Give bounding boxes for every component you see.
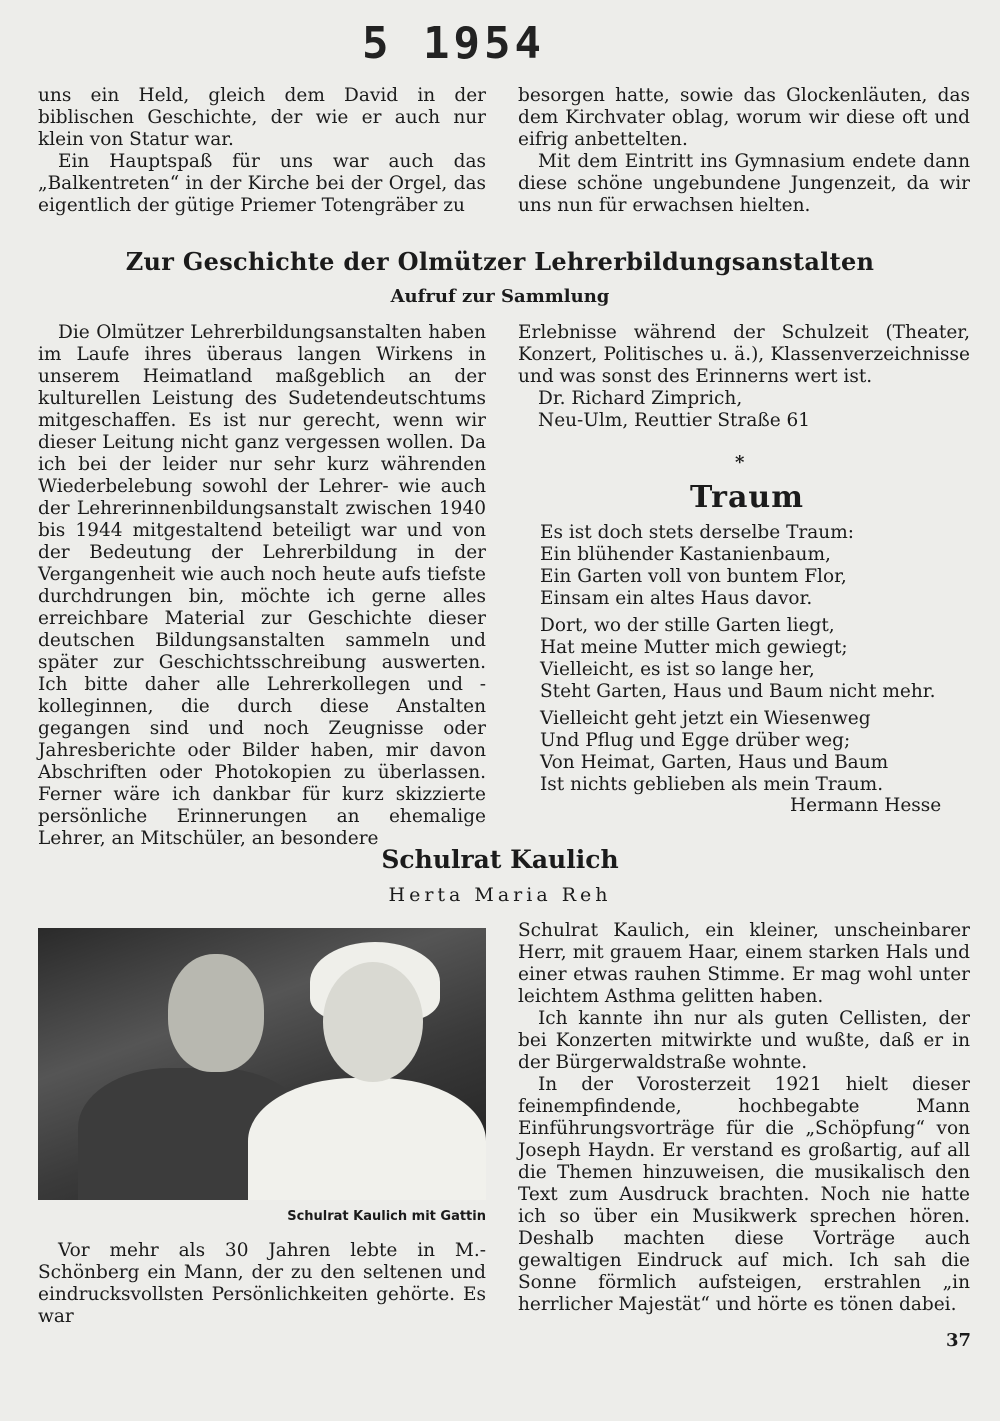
paragraph: Schulrat Kaulich, ein kleiner, unscheinbarer Herr, mit grauem Haar, einem starken Hals und einer etwas rauhen Stimme. Er mag wohl unter leichtem Asthma gelitten haben. <box>518 920 970 1007</box>
paragraph: In der Vorosterzeit 1921 hielt dieser feinempfindende, hochbegabte Mann Einführungsvorträge für die „Schöpfung“ von Joseph Haydn. Er verstand es großartig, auf all die Themen hinzuweisen, die musikalisch den Text zum Ausdruck brachten. Noch nie hatte ich so über ein Musikwerk sprechen hören. Deshalb machten diese Vorträge auch gewaltigen Eindruck auf mich. Ich sah die Sonne förmlich aufsteigen, erstrahlen „in herrlicher Majestät“ und hörte es tönen dabei. <box>518 1074 970 1315</box>
page-number: 37 <box>946 1330 972 1351</box>
article-title: Zur Geschichte der Olmützer Lehrerbildungsanstalten <box>125 247 875 276</box>
poem-author: Hermann Hesse <box>790 795 942 816</box>
paragraph: Ein Hauptspaß für uns war auch das „Balkentreten“ in der Kirche bei der Orgel, das eigentlich der gütige Priemer Totengräber zu <box>38 151 486 216</box>
article1-left-column <box>38 322 486 850</box>
paragraph: besorgen hatte, sowie das Glockenläuten, das dem Kirchvater oblag, worum wir diese oft und eifrig anbettelten. <box>518 85 970 150</box>
poem-line: Es ist doch stets derselbe Traum: <box>540 522 854 543</box>
poem-line: Ein Garten voll von buntem Flor, <box>540 566 847 587</box>
paragraph: Erlebnisse während der Schulzeit (Theater, Konzert, Politisches u. ä.), Klassenverzeichnisse und was sonst des Erinnerns wert ist. <box>518 322 970 387</box>
article-title: Schulrat Kaulich <box>381 845 619 874</box>
poem-line: Ein blühender Kastanienbaum, <box>540 544 831 565</box>
signature-address: Neu-Ulm, Reuttier Straße 61 <box>538 410 811 431</box>
poem-line: Ist nichts geblieben als mein Traum. <box>540 774 884 795</box>
poem-line: Dort, wo der stille Garten liegt, <box>540 615 835 636</box>
poem-stanza <box>540 615 980 703</box>
poem-line: Von Heimat, Garten, Haus und Baum <box>540 752 889 773</box>
photo-caption: Schulrat Kaulich mit Gattin <box>287 1209 486 1224</box>
poem-line: Einsam ein altes Haus davor. <box>540 588 813 609</box>
paragraph: Vor mehr als 30 Jahren lebte in M.-Schönberg ein Mann, der zu den seltenen und eindrucksvollsten Persönlichkeiten gehörte. Es war <box>38 1240 486 1327</box>
portrait-photo <box>38 928 486 1200</box>
poem <box>540 522 980 801</box>
paragraph: Die Olmützer Lehrerbildungsanstalten haben im Laufe ihres überaus langen Wirkens in unserem Heimatland maßgeblich an der kulturellen Leistung des Sudetendeutschtums mitgeschaffen. Es ist nur gerecht, wenn wir dieser Leitung nicht ganz vergessen wollen. Da ich bei der leider nur sehr kurz währenden Wiederbelebung sowohl der Lehrer- wie auch der Lehrerinnenbildungsanstalt zwischen 1940 bis 1944 mitgestaltend beteiligt war und von der Bedeutung der Lehrerbildung in der Vergangenheit wie auch noch heute aufs tiefste durchdrungen bin, möchte ich gerne alles erreichbare Material zur Geschichte dieser deutschen Bildungsanstalten sammeln und später zur Geschichtsschreibung auswerten. Ich bitte daher alle Lehrerkollegen und -kolleginnen, die durch diese Anstalten gegangen sind und noch Zeugnisse oder Jahresberichte oder Bilder haben, mir davon Abschriften oder Photokopien zu überlassen. Ferner wäre ich dankbar für kurz skizzierte persönliche Erinnerungen an ehemalige Lehrer, an Mitschüler, an besondere <box>38 322 486 849</box>
poem-stanza <box>540 708 980 796</box>
poem-stanza <box>540 522 980 610</box>
poem-line: Vielleicht geht jetzt ein Wiesenweg <box>540 708 871 729</box>
paragraph: Mit dem Eintritt ins Gymnasium endete dann diese schöne ungebundene Jungenzeit, da wir uns nun für erwachsen hielten. <box>518 151 970 216</box>
paragraph: uns ein Held, gleich dem David in der biblischen Geschichte, der wie er auch nur klein von Statur war. <box>38 85 486 150</box>
poem-line: Hat meine Mutter mich gewiegt; <box>540 637 848 658</box>
article2-right-column <box>518 920 970 1316</box>
article1-right-column <box>518 322 970 432</box>
article2-left-column <box>38 1240 486 1328</box>
paragraph: Ich kannte ihn nur als guten Cellisten, der bei Konzerten mitwirkte und wußte, daß er in der Bürgerwaldstraße wohnte. <box>518 1008 970 1073</box>
poem-line: Und Pflug und Egge drüber weg; <box>540 730 851 751</box>
separator-star: * <box>735 452 745 473</box>
poem-line: Vielleicht, es ist so lange her, <box>540 659 815 680</box>
header-stamp: 5 1954 <box>362 18 545 69</box>
poem-title: Traum <box>690 480 804 515</box>
top-left-column <box>38 85 486 217</box>
article-byline: Herta Maria Reh <box>388 884 612 906</box>
signature-name: Dr. Richard Zimprich, <box>538 388 743 409</box>
article-subtitle: Aufruf zur Sammlung <box>390 286 610 307</box>
poem-line: Steht Garten, Haus und Baum nicht mehr. <box>540 681 936 702</box>
top-right-column <box>518 85 970 217</box>
